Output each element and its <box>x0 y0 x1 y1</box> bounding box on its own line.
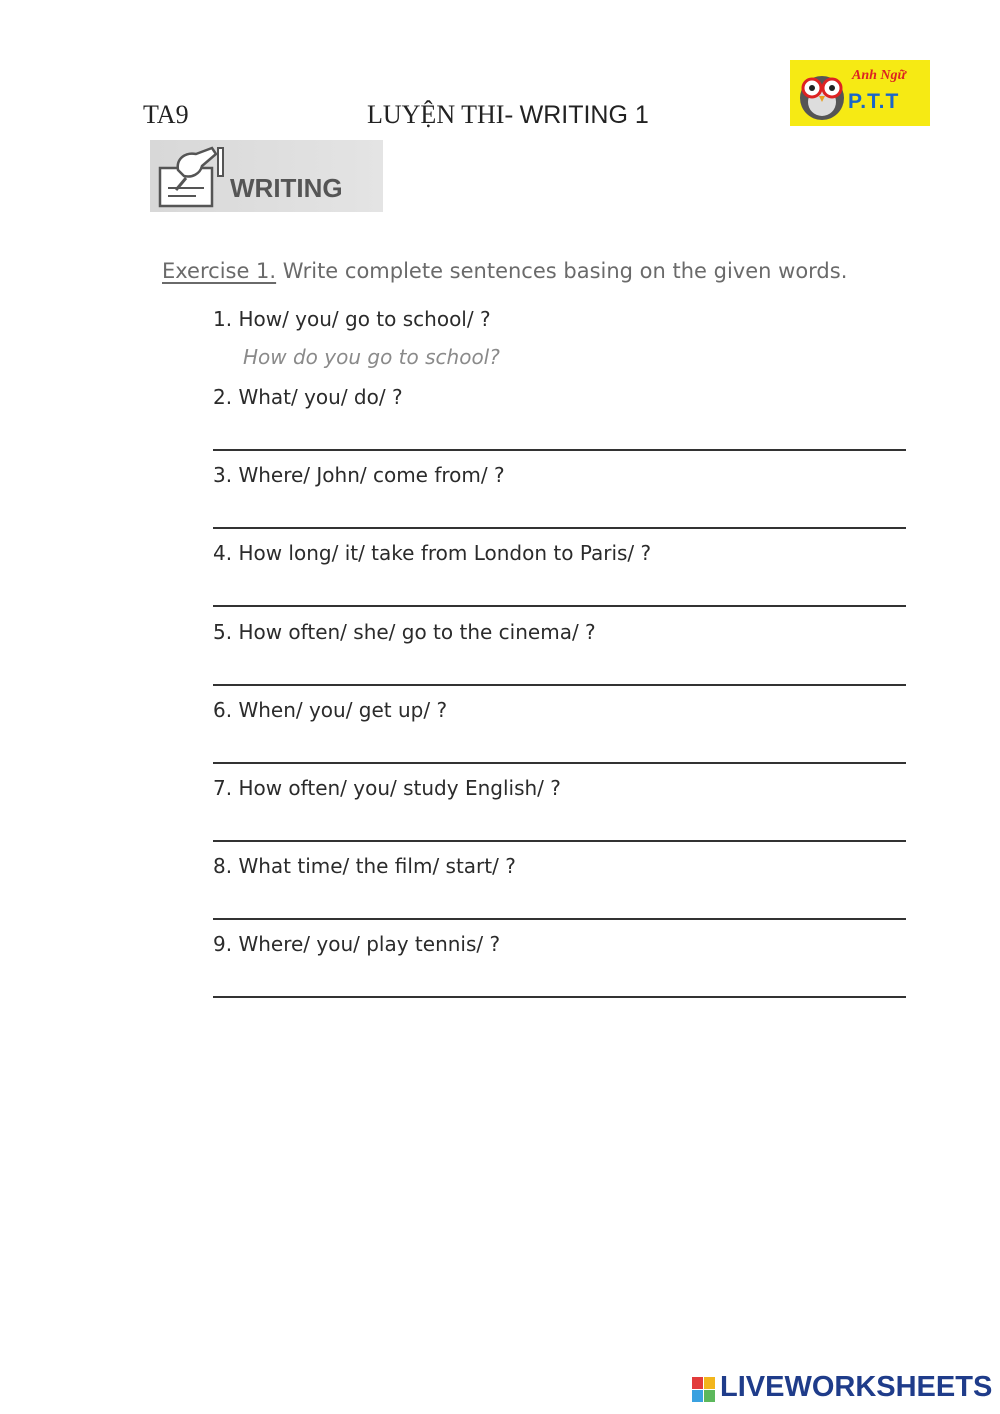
question-6: 6. When/ you/ get up/ ? <box>213 698 448 722</box>
example-answer: How do you go to school? <box>243 345 500 369</box>
title-sub: WRITING 1 <box>519 101 649 129</box>
answer-line-5[interactable] <box>213 684 906 686</box>
question-9: 9. Where/ you/ play tennis/ ? <box>213 932 501 956</box>
writing-hand-icon <box>156 144 226 210</box>
exercise-instruction <box>162 259 847 283</box>
question-3: 3. Where/ John/ come from/ ? <box>213 463 505 487</box>
logo-text-top: Anh Ngữ <box>852 68 906 83</box>
question-8: 8. What time/ the film/ start/ ? <box>213 854 516 878</box>
question-4: 4. How long/ it/ take from London to Paris/ ? <box>213 541 652 565</box>
school-logo <box>790 60 930 126</box>
answer-line-9[interactable] <box>213 996 906 998</box>
writing-banner <box>150 140 383 212</box>
answer-line-4[interactable] <box>213 605 906 607</box>
answer-line-8[interactable] <box>213 918 906 920</box>
answer-line-7[interactable] <box>213 840 906 842</box>
question-5: 5. How often/ she/ go to the cinema/ ? <box>213 620 596 644</box>
answer-line-2[interactable] <box>213 449 906 451</box>
answer-line-3[interactable] <box>213 527 906 529</box>
liveworksheets-icon <box>692 1377 716 1403</box>
page-title <box>367 100 649 130</box>
worksheet-code: TA9 <box>143 100 189 129</box>
exercise-label: Exercise 1. <box>162 259 277 283</box>
question-1: 1. How/ you/ go to school/ ? <box>213 307 491 331</box>
owl-icon <box>794 64 850 122</box>
answer-line-6[interactable] <box>213 762 906 764</box>
question-7: 7. How often/ you/ study English/ ? <box>213 776 561 800</box>
banner-label: WRITING <box>230 173 343 203</box>
logo-text-bottom: P.T.T <box>848 90 900 113</box>
brand-name: LIVEWORKSHEETS <box>720 1371 993 1403</box>
question-2: 2. What/ you/ do/ ? <box>213 385 403 409</box>
instruction-text: Write complete sentences basing on the given words. <box>276 259 848 283</box>
title-main: LUYỆN THI- <box>367 100 520 129</box>
